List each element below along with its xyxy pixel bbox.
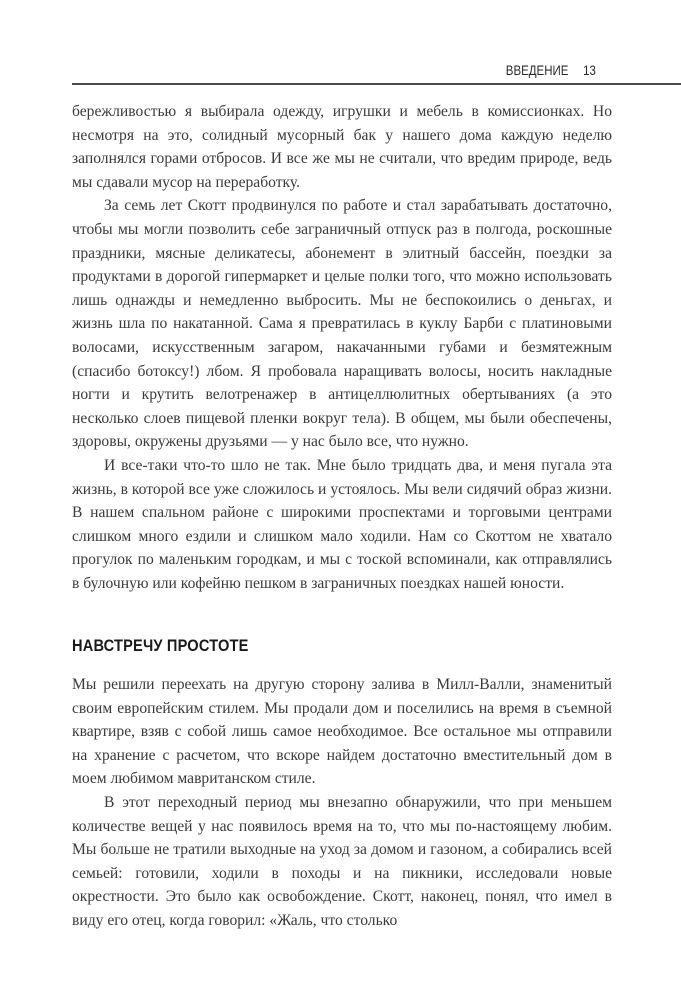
body-text-section-2 (72, 673, 612, 933)
paragraph: В этот переходный период мы внезапно обнаружили, что при меньшем количестве вещей у нас появилось время на то, что мы по-настоящему любим. Мы больше не тратили выходные на уход за домом и газоном, а собирались всей семьей: готовили, ходили в походы и на пикники, исследовали новые окрестности. Это было как освобождение. Скотт, наконец, понял, что имел в виду его отец, когда говорил: «Жаль, что столько (72, 793, 612, 929)
paragraph: И все-таки что-то шло не так. Мне было тридцать два, и меня пугала эта жизнь, в которой все уже сложилось и устоялось. Мы вели сидячий образ жизни. В нашем спальном районе с широкими проспектами и торговыми центрами слишком много ездили и слишком мало ходили. Нам со Скоттом не хватало прогулок по маленьким городкам, и мы с тоской вспоминали, как отправлялись в булочную или кофейню пешком в заграничных поездках нашей юности. (72, 456, 612, 592)
chapter-title: ВВЕДЕНИЕ (505, 62, 569, 78)
section-heading: НАВСТРЕЧУ ПРОСТОТЕ (72, 636, 249, 655)
paragraph: Мы решили переехать на другую сторону залива в Милл-Валли, знаменитый своим европейским стилем. Мы продали дом и поселились на время в съемной квартире, взяв с собой лишь самое необходимое. Все остальное мы отправили на хранение с расчетом, что вскоре найдем достаточно вместительный дом в моем любимом мавританском стиле. (72, 676, 612, 788)
header-rule (72, 83, 681, 85)
body-text-section-1 (72, 100, 612, 595)
paragraph: За семь лет Скотт продвинулся по работе и стал зарабатывать достаточно, чтобы мы могли позволить себе заграничный отпуск раз в полгода, роскошные праздники, мясные деликатесы, абонемент в элитный бассейн, поездки за продуктами в дорогой гипермаркет и целые полки того, что можно использовать лишь однажды и немедленно выбросить. Мы не беспокоились о деньгах, и жизнь шла по накатанной. Сама я превратилась в куклу Барби с платиновыми волосами, искусственным загаром, накачанными губами и безмятежным (спасибо ботоксу!) лбом. Я пробовала наращивать волосы, носить накладные ногти и крутить велотренажер в антицеллюлитных обертываниях (а это несколько слоев пищевой пленки вокруг тела). В общем, мы были обеспечены, здоровы, окружены друзьями — у нас было все, что нужно. (72, 197, 612, 451)
running-head (506, 60, 596, 80)
paragraph: бережливостью я выбирала одежду, игрушки и мебель в комиссионках. Но несмотря на это, солидный мусорный бак у нашего дома каждую неделю заполнялся горами отбросов. И все же мы не считали, что вредим природе, ведь мы сдавали мусор на переработку. (72, 103, 612, 191)
page-number: 13 (583, 62, 596, 78)
